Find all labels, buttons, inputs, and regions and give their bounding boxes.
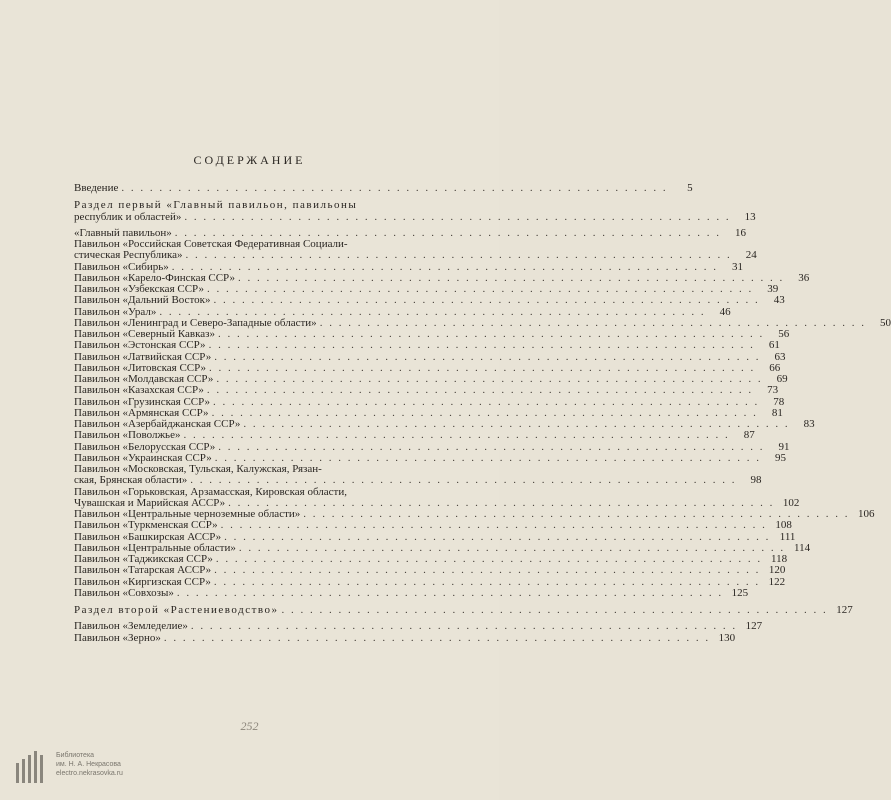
toc-entry-label: Павильон «Киргизская ССР» xyxy=(74,575,211,588)
toc-entry-label: Павильон «Узбекская ССР» xyxy=(74,283,204,295)
toc-entry-label: Павильон «Украинская ССР» xyxy=(74,451,212,464)
toc-page-number: 66 xyxy=(769,361,781,374)
leader-dots xyxy=(121,183,667,194)
leader-dots xyxy=(177,588,723,599)
toc-entry-label: «Главный павильон» xyxy=(74,226,172,239)
toc-entry-label: Павильон «Армянская ССР» xyxy=(74,406,209,419)
toc-entry[interactable] xyxy=(74,519,792,532)
toc-entry-label: Павильон «Белорусская ССР» xyxy=(74,440,216,453)
table-of-contents xyxy=(74,182,891,644)
toc-entry[interactable] xyxy=(74,249,757,262)
toc-entry-label: Павильон «Земледелие» xyxy=(74,620,188,633)
leader-dots xyxy=(191,621,737,632)
toc-entry-label: ская, Брянская области» xyxy=(74,474,188,487)
toc-page-number: 127 xyxy=(745,620,763,633)
library-subtitle: им. Н. А. Некрасова xyxy=(56,761,121,768)
toc-entry-label: Павильон «Дальний Восток» xyxy=(74,294,211,307)
toc-entry-label-line1: Павильон «Российская Советская Федеративная Социали- xyxy=(74,238,348,250)
toc-entry-label: Павильон «Совхозы» xyxy=(74,586,174,599)
library-logo-icon xyxy=(14,749,50,785)
toc-page-number: 73 xyxy=(767,384,779,397)
toc-entry-label-line1: Павильон «Московская, Тульская, Калужская, Рязан- xyxy=(74,463,322,475)
toc-page-number: 122 xyxy=(768,575,786,588)
pavilion-list-section-two xyxy=(74,620,763,644)
toc-entry-label: Павильон «Центральные области» xyxy=(74,541,236,554)
toc-page-number: 78 xyxy=(773,395,785,408)
toc-page-number: 111 xyxy=(779,530,796,543)
leader-dots xyxy=(221,520,767,531)
toc-page-number: 127 xyxy=(836,604,853,616)
toc-entry-label: Чувашская и Марийская АССР» xyxy=(74,496,226,509)
contents-heading: СОДЕРЖАНИЕ xyxy=(193,153,306,167)
leader-dots xyxy=(207,385,753,396)
toc-entry[interactable] xyxy=(74,384,779,397)
toc-page-number: 102 xyxy=(782,496,800,509)
toc-entry-section-two[interactable] xyxy=(74,604,853,616)
library-name: Библиотека xyxy=(56,752,95,759)
toc-entry-label: Павильон «Сибирь» xyxy=(74,260,169,273)
toc-page-number: 106 xyxy=(858,508,875,520)
toc-entry[interactable] xyxy=(74,586,749,599)
toc-entry-label: республик и областей» xyxy=(74,210,182,223)
toc-entry[interactable] xyxy=(74,564,786,577)
toc-entry-label: Павильон «Башкирская АССР» xyxy=(74,530,222,543)
toc-entry-label: Павильон «Литовская ССР» xyxy=(74,361,207,374)
toc-entry-label: Павильон «Эстонская ССР» xyxy=(74,339,206,352)
toc-entry-label: Павильон «Урал» xyxy=(74,305,157,318)
toc-page-number: 16 xyxy=(735,226,747,239)
leader-dots xyxy=(214,565,760,576)
toc-entry-label: Павильон «Карело-Финская ССР» xyxy=(74,271,235,284)
toc-page-number: 118 xyxy=(771,553,788,565)
toc-page-number: 114 xyxy=(794,541,811,554)
leader-dots xyxy=(184,212,730,223)
toc-entry-label: Павильон «Азербайджанская ССР» xyxy=(74,418,241,430)
toc-page-number: 91 xyxy=(778,440,790,453)
leader-dots xyxy=(190,475,736,486)
toc-page-number: 87 xyxy=(743,429,755,442)
toc-page-number: 39 xyxy=(767,283,779,295)
toc-entry[interactable] xyxy=(74,429,755,442)
toc-page-number: 95 xyxy=(774,451,786,464)
leader-dots xyxy=(282,605,828,616)
toc-page-number: 130 xyxy=(718,631,736,644)
toc-page-number: 108 xyxy=(775,519,792,532)
toc-page-number: 24 xyxy=(745,249,757,262)
toc-page-number: 31 xyxy=(732,260,744,273)
toc-entry[interactable] xyxy=(74,294,785,307)
toc-entry-label: Павильон «Латвийская ССР» xyxy=(74,350,212,363)
toc-entry-label: Павильон «Грузинская ССР» xyxy=(74,395,211,408)
toc-page-number: 125 xyxy=(731,586,749,599)
leader-dots xyxy=(213,295,759,306)
toc-page-number: 46 xyxy=(719,305,731,318)
library-watermark xyxy=(14,749,134,789)
toc-page-number: 56 xyxy=(778,328,790,340)
toc-entry-label: Введение xyxy=(74,182,119,194)
toc-entry-intro[interactable] xyxy=(74,182,693,194)
leader-dots xyxy=(183,430,729,441)
toc-page-number: 43 xyxy=(773,294,785,307)
section-one-title-line1: Раздел первый «Главный павильон, павильоны xyxy=(74,199,358,212)
toc-entry-label: Павильон «Северный Кавказ» xyxy=(74,328,216,340)
toc-page-number: 83 xyxy=(803,418,815,430)
toc-entry-label: Павильон «Татарская АССР» xyxy=(74,564,212,577)
toc-page-number: 81 xyxy=(771,406,783,419)
toc-entry-label: Павильон «Центральные черноземные области» xyxy=(74,508,301,520)
leader-dots xyxy=(186,250,732,261)
toc-page-number: 13 xyxy=(744,210,756,223)
toc-entry[interactable] xyxy=(74,339,780,352)
toc-entry-label: Павильон «Казахская ССР» xyxy=(74,384,204,397)
toc-page-number: 36 xyxy=(798,271,810,284)
toc-page-number: 69 xyxy=(776,373,788,385)
page-folio: 252 xyxy=(240,719,259,733)
toc-page-number: 61 xyxy=(768,339,780,352)
toc-entry-section-one[interactable] xyxy=(74,210,756,223)
toc-entry-label: Павильон «Поволжье» xyxy=(74,429,181,442)
library-url[interactable]: electro.nekrasovka.ru xyxy=(56,770,123,777)
leader-dots xyxy=(164,633,710,644)
toc-page-number: 120 xyxy=(768,564,786,577)
toc-entry-label: стическая Республика» xyxy=(74,249,183,262)
toc-entry-label: Павильон «Таджикская ССР» xyxy=(74,553,213,565)
toc-entry-label: Павильон «Молдавская ССР» xyxy=(74,373,214,385)
toc-entry-label: Павильон «Туркменская ССР» xyxy=(74,519,218,532)
toc-entry-label: Раздел второй «Растениеводство» xyxy=(74,604,279,616)
toc-page-number: 50 xyxy=(879,316,891,329)
toc-entry[interactable] xyxy=(74,474,762,487)
toc-entry-label-line1: Павильон «Горьковская, Арзамасская, Кировская области, xyxy=(74,485,347,498)
toc-page-number: 63 xyxy=(774,350,786,363)
toc-entry-label: Павильон «Зерно» xyxy=(74,631,161,644)
toc-page-number: 5 xyxy=(687,182,693,194)
toc-entry-label: Павильон «Ленинград и Северо-Западные области» xyxy=(74,316,317,329)
toc-entry[interactable] xyxy=(74,631,736,644)
pavilion-list xyxy=(74,226,891,599)
leader-dots xyxy=(209,340,755,351)
toc-page-number: 98 xyxy=(750,474,762,487)
toc-entry[interactable] xyxy=(74,620,763,633)
